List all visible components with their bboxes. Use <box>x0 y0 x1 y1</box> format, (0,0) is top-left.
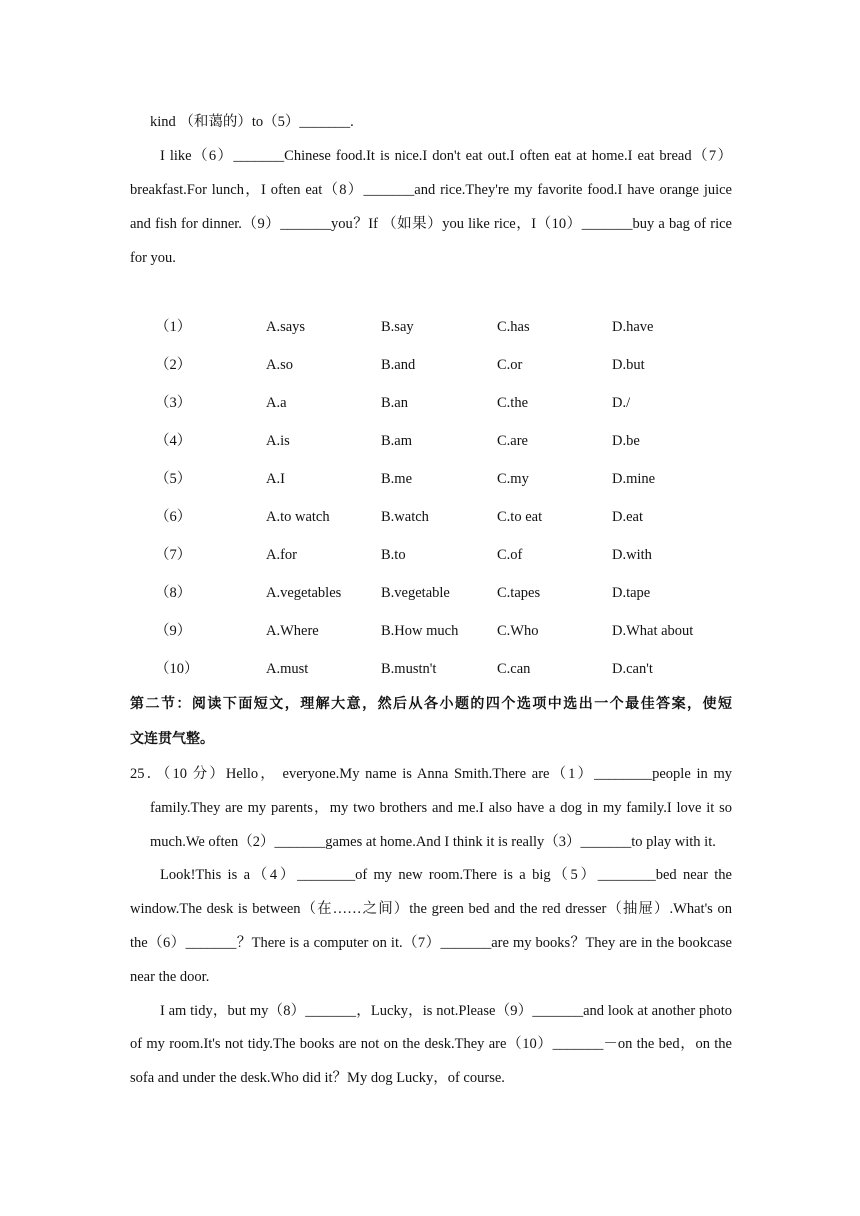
option-row <box>0 621 860 641</box>
passage2-line: of my room.It's not tidy.The books are not on the desk.They are（10）_______－on the bed，on the <box>130 1036 732 1052</box>
question-number: （8） <box>155 585 192 601</box>
passage2-line: I am tidy，but my（8）_______，Lucky，is not.Please（9）_______and look at another photo <box>160 1003 732 1019</box>
question-number: （3） <box>155 395 192 411</box>
option-row <box>0 583 860 603</box>
question-number: （6） <box>155 509 192 525</box>
passage1-line: kind （和蔼的）to（5）_______. <box>150 114 354 130</box>
option-a: A.I <box>266 471 285 487</box>
option-a: A.a <box>266 395 287 411</box>
passage2-line: family.They are my parents，my two brothers and me.I also have a dog in my family.I love it so <box>150 800 732 816</box>
option-c: C.tapes <box>497 585 541 601</box>
option-b: B.mustn't <box>381 661 437 677</box>
option-b: B.to <box>381 547 406 563</box>
option-row <box>0 545 860 565</box>
option-c: C.of <box>497 547 523 563</box>
option-a: A.is <box>266 433 290 449</box>
section-heading: 文连贯气整。 <box>130 731 214 747</box>
option-b: B.me <box>381 471 413 487</box>
option-a: A.to watch <box>266 509 330 525</box>
option-c: C.to eat <box>497 509 543 525</box>
option-a: A.says <box>266 319 306 335</box>
option-d: D.have <box>612 319 654 335</box>
option-row <box>0 659 860 679</box>
question-number: （2） <box>155 357 192 373</box>
option-row <box>0 469 860 489</box>
question-number: （1） <box>155 319 192 335</box>
option-c: C.has <box>497 319 530 335</box>
option-row <box>0 355 860 375</box>
option-a: A.vegetables <box>266 585 342 601</box>
option-d: D.can't <box>612 661 653 677</box>
passage1-line: and fish for dinner.（9）_______you？If （如果）you like rice，I（10）_______buy a bag of rice <box>130 216 732 232</box>
option-a: A.Where <box>266 623 319 639</box>
passage2-line: Look!This is a（4）________of my new room.There is a big（5）________bed near the <box>160 867 732 883</box>
option-row <box>0 507 860 527</box>
option-b: B.watch <box>381 509 429 525</box>
option-d: D.eat <box>612 509 643 525</box>
passage1-line: I like（6）_______Chinese food.It is nice.I don't eat out.I often eat at home.I eat bread（7） <box>160 148 732 164</box>
passage2-line: sofa and under the desk.Who did it？My dog Lucky，of course. <box>130 1070 505 1086</box>
option-b: B.an <box>381 395 408 411</box>
option-c: C.my <box>497 471 529 487</box>
option-b: B.and <box>381 357 416 373</box>
question-number: （10） <box>155 661 199 677</box>
option-row <box>0 431 860 451</box>
question-number: （9） <box>155 623 192 639</box>
option-c: C.the <box>497 395 529 411</box>
section-heading: 第二节：阅读下面短文，理解大意，然后从各小题的四个选项中选出一个最佳答案，使短 <box>130 696 732 712</box>
option-d: D.mine <box>612 471 656 487</box>
question-number: （7） <box>155 547 192 563</box>
option-d: D.but <box>612 357 645 373</box>
passage2-line: much.We often（2）_______games at home.And I think it is really（3）_______to play with it. <box>150 834 716 850</box>
option-row <box>0 393 860 413</box>
option-b: B.How much <box>381 623 459 639</box>
option-a: A.so <box>266 357 293 373</box>
option-c: C.Who <box>497 623 539 639</box>
option-d: D./ <box>612 395 631 411</box>
passage1-line: for you. <box>130 250 176 266</box>
option-a: A.for <box>266 547 298 563</box>
question-number: （4） <box>155 433 192 449</box>
option-b: B.vegetable <box>381 585 450 601</box>
passage1-line: breakfast.For lunch，I often eat（8）_______and rice.They're my favorite food.I have orange juice <box>130 182 732 198</box>
option-c: C.can <box>497 661 531 677</box>
option-c: C.are <box>497 433 528 449</box>
option-c: C.or <box>497 357 523 373</box>
option-b: B.say <box>381 319 414 335</box>
passage2-line: window.The desk is between（在……之间）the green bed and the red dresser（抽屉）.What's on <box>130 901 732 917</box>
option-d: D.be <box>612 433 640 449</box>
option-d: D.What about <box>612 623 694 639</box>
option-d: D.tape <box>612 585 651 601</box>
option-a: A.must <box>266 661 309 677</box>
option-row <box>0 317 860 337</box>
passage2-line: 25．（10 分）Hello， everyone.My name is Anna Smith.There are（1）________people in my <box>130 766 732 782</box>
question-number: （5） <box>155 471 192 487</box>
option-d: D.with <box>612 547 652 563</box>
passage2-line: the（6）_______？There is a computer on it.（7）_______are my books？They are in the bookcase <box>130 935 732 951</box>
option-b: B.am <box>381 433 413 449</box>
passage2-line: near the door. <box>130 969 210 985</box>
